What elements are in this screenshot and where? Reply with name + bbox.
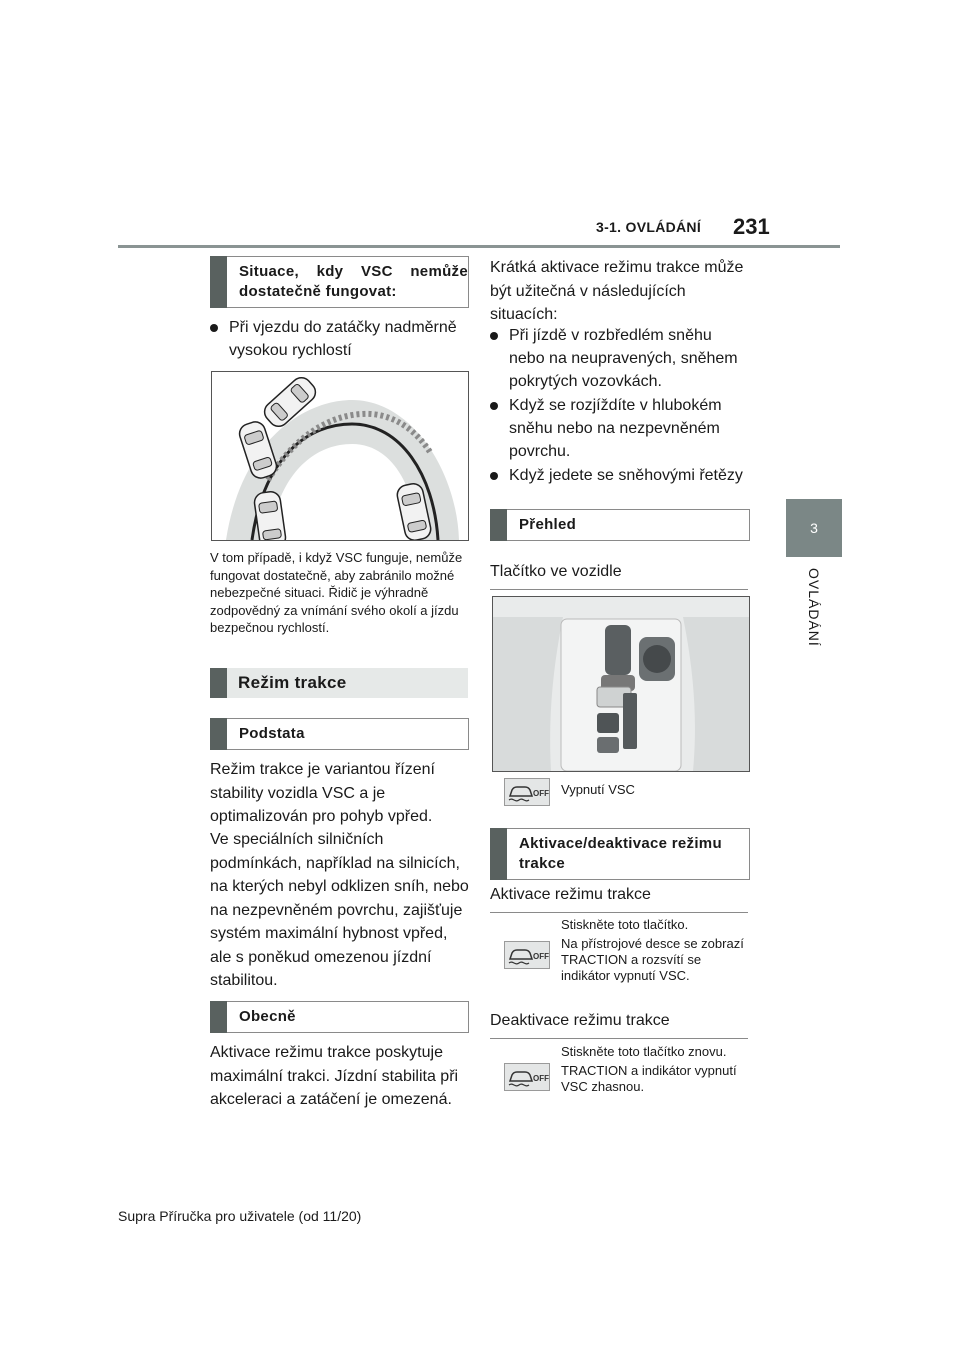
bullet-text: Při jízdě v rozbředlém sněhu nebo na neupravených, sněhem pokrytých vozovkách. <box>509 327 738 390</box>
icon-caption: Vypnutí VSC <box>561 782 635 797</box>
bullet-text: Když jedete se sněhovými řetězy <box>509 467 743 484</box>
center-console-image <box>493 597 749 771</box>
vsc-off-icon <box>504 1063 550 1091</box>
svg-text:OFF: OFF <box>533 1074 549 1083</box>
step-text: Na přístrojové desce se zobrazí TRACTION a rozsvítí se indikátor vypnutí VSC. <box>561 936 744 983</box>
paragraph: Režim trakce je variantou řízení stability vozidla VSC a je optimalizován pro pohyb vpřed. <box>210 761 435 825</box>
header-divider <box>118 245 840 248</box>
bullet-text: Když se rozjíždíte v hlubokém sněhu nebo na nezpevněném povrchu. <box>509 397 722 460</box>
step-text: TRACTION a indikátor vypnutí VSC zhasnou. <box>561 1063 737 1094</box>
box-basics <box>210 718 469 750</box>
footer-text: Supra Příručka pro uživatele (od 11/20) <box>118 1208 362 1224</box>
list-item <box>229 316 467 362</box>
box-activation <box>490 828 750 880</box>
box-general-title: Obecně <box>239 1008 296 1025</box>
chapter-side-label: OVLÁDÁNÍ <box>806 568 822 647</box>
paragraph: Ve speciálních silničních podmínkách, například na silnicích, na kterých nebyl odklizen sníh, nebo na nezpevněném povrchu, zajišťuje systém maximální hybnost vpřed, ale s poněkud omezenou jízdní stabilitou. <box>210 831 469 989</box>
curve-illustration <box>211 371 469 541</box>
box-overview-title: Přehled <box>519 516 577 533</box>
box-general <box>210 1001 469 1033</box>
vsc-off-icon <box>504 778 550 806</box>
curve-road-illustration-image <box>212 372 468 540</box>
page-number: 231 <box>733 214 770 239</box>
box-activation-title: Aktivace/deaktivace režimu trakce <box>519 835 722 872</box>
illustration-caption: V tom případě, i když VSC funguje, nemůže fungovat dostatečně, aby zabránilo možné nebezpečné situaci. Řidič je výhradně zodpovědný za vnímání svého okolí a jízdu bezpečnou rychlostí. <box>210 550 463 635</box>
subheading: Aktivace režimu trakce <box>490 886 748 913</box>
list-item <box>509 464 751 487</box>
subheading: Deaktivace režimu trakce <box>490 1012 748 1039</box>
box-vsc-limits <box>210 256 469 308</box>
box-overview <box>490 509 750 541</box>
list-item <box>509 394 751 463</box>
paragraph: Aktivace režimu trakce poskytuje maximální trakci. Jízdní stabilita při akceleraci a zatáčení je omezená. <box>210 1044 459 1108</box>
chapter-tab: 3 <box>786 499 842 557</box>
section-title: 3-1. OVLÁDÁNÍ <box>596 219 702 235</box>
list-item <box>509 324 751 393</box>
bullet-text: Při vjezdu do zatáčky nadměrně vysokou rychlostí <box>229 319 457 359</box>
box-vsc-limits-title: Situace, kdy VSC nemůže dostatečně fungovat: <box>239 263 468 300</box>
console-button-photo <box>492 596 750 772</box>
box-basics-title: Podstata <box>239 725 305 742</box>
paragraph: Krátká aktivace režimu trakce může být užitečná v následujících situacích: <box>490 259 744 323</box>
step-text: Stiskněte toto tlačítko znovu. <box>561 1044 727 1059</box>
section-header-traction-title: Režim trakce <box>238 673 347 692</box>
svg-text:OFF: OFF <box>533 789 549 798</box>
section-header-traction <box>210 668 468 698</box>
vsc-off-icon <box>504 941 550 969</box>
subheading: Tlačítko ve vozidle <box>490 563 748 590</box>
svg-text:OFF: OFF <box>533 952 549 961</box>
step-text: Stiskněte toto tlačítko. <box>561 917 689 932</box>
